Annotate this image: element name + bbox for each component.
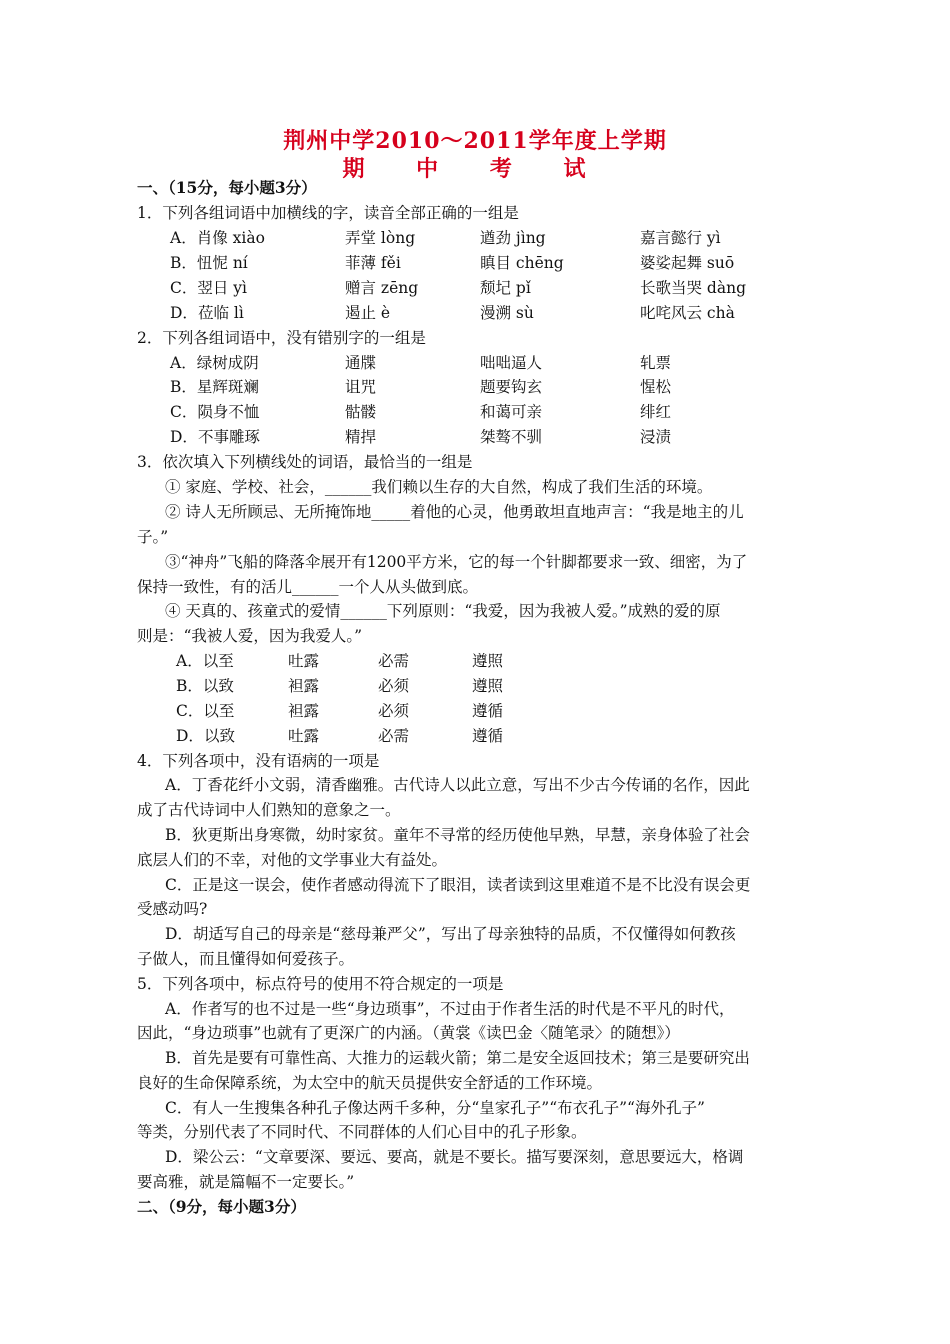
option-item: 袒露 [288, 702, 320, 720]
option-item: 遒劲 jìng [480, 229, 546, 247]
q3-sentence: 保持一致性，有的活儿______一个人从头做到底。 [137, 578, 479, 596]
option-item: 必须 [378, 702, 410, 720]
q4-option-text: D．胡适写自己的母亲是“慈母兼严父”，写出了母亲独特的品质，不仅懂得如何教孩 [165, 925, 736, 943]
option-letter: B． [170, 254, 197, 272]
option-item: 必需 [378, 727, 410, 745]
q4-stem: 4．下列各项中，没有语病的一项是 [137, 752, 380, 770]
option-item: 以致 [203, 727, 235, 745]
option-item: 漫溯 sù [480, 304, 534, 322]
option-item: 惺松 [640, 378, 672, 396]
q3-sentence: ③“神舟”飞船的降落伞展开有1200平方米，它的每一个针脚都要求一致、细密，为了 [165, 553, 748, 571]
option-item: 翌日 yì [197, 279, 248, 297]
option-letter: C． [170, 279, 198, 297]
exam-title: 荆州中学2010～2011学年度上学期 [283, 128, 667, 154]
option-item: 遵照 [472, 677, 504, 695]
q5-option-text: C．有人一生搜集各种孔子像达两千多种，分“皇家孔子”“布衣孔子”“海外孔子” [165, 1099, 705, 1117]
option-item: 必须 [378, 677, 410, 695]
option-item: 遵循 [472, 702, 504, 720]
q3-sentence: 则是：“我被人爱，因为我爱人。” [137, 627, 363, 645]
option-item: 咄咄逼人 [480, 354, 543, 372]
option-item: 吐露 [288, 727, 320, 745]
option-item: 瞋目 chēng [480, 254, 564, 272]
option-letter: B． [176, 677, 203, 695]
option-item: 绿树成阴 [196, 354, 259, 372]
option-item: 以至 [202, 652, 234, 670]
q5-option-text: 因此，“身边琐事”也就有了更深广的内涵。（黄裳《读巴金〈随笔录〉的随想》） [137, 1024, 680, 1042]
q4-option-text: B．狄更斯出身寒微，幼时家贫。童年不寻常的经历使他早熟，早慧，亲身体验了社会 [165, 826, 750, 844]
option-item: 叱咤风云 chà [640, 304, 735, 322]
q4-option-text: A．丁香花纤小文弱，清香幽雅。古代诗人以此立意，写出不少古今传诵的名作，因此 [165, 776, 750, 794]
option-letter: D． [176, 727, 204, 745]
q5-stem: 5．下列各项中，标点符号的使用不符合规定的一项是 [137, 975, 504, 993]
option-item: 绯红 [640, 403, 672, 421]
option-letter: A． [176, 652, 203, 670]
option-letter: C． [176, 702, 204, 720]
option-item: 遵照 [472, 652, 504, 670]
option-item: 浸渍 [640, 428, 672, 446]
q5-option-text: A．作者写的也不过是一些“身边琐事”，不过由于作者生活的时代是不平凡的时代， [165, 1000, 735, 1018]
option-item: 肖像 xiào [196, 229, 265, 247]
option-item: 赠言 zēng [345, 279, 419, 297]
q4-option-text: C．正是这一误会，使作者感动得流下了眼泪，读者读到这里难道不是不比没有误会更 [165, 876, 751, 894]
option-letter: C． [170, 403, 198, 421]
option-item: 星辉斑斓 [196, 378, 259, 396]
q3-sentence: ② 诗人无所顾忌、无所掩饰地_____着他的心灵，他勇敢坦直地声言：“我是地主的儿 [165, 503, 744, 521]
section-1-heading: 一、（15分，每小题3分） [137, 178, 317, 197]
q5-option-text: 要高雅，就是篇幅不一定要长。” [137, 1173, 355, 1191]
option-item: 不事雕琢 [197, 428, 260, 446]
option-item: 长歌当哭 dàng [640, 279, 746, 297]
option-item: 轧票 [640, 354, 672, 372]
option-letter: A． [170, 229, 197, 247]
option-item: 嘉言懿行 yì [640, 229, 721, 247]
option-item: 袒露 [288, 677, 320, 695]
option-item: 精捍 [345, 428, 377, 446]
option-item: 莅临 lì [197, 304, 244, 322]
q2-stem: 2．下列各组词语中，没有错别字的一组是 [137, 329, 426, 347]
option-item: 骷髅 [345, 403, 377, 421]
q4-option-text: 成了古代诗词中人们熟知的意象之一。 [137, 801, 401, 819]
option-item: 遏止 è [345, 304, 391, 322]
q3-sentence: 子。” [137, 528, 169, 546]
q4-option-text: 受感动吗? [137, 900, 208, 918]
option-letter: D． [170, 428, 198, 446]
option-item: 遵循 [472, 727, 504, 745]
option-letter: A． [170, 354, 197, 372]
q5-option-text: 等类，分别代表了不同时代、不同群体的人们心目中的孔子形象。 [137, 1123, 587, 1141]
option-item: 和蔼可亲 [480, 403, 543, 421]
option-item: 以致 [202, 677, 234, 695]
option-item: 诅咒 [345, 378, 377, 396]
section-2-heading: 二、（9分，每小题3分） [137, 1197, 306, 1216]
option-item: 忸怩 ní [196, 254, 248, 272]
option-letter: D． [170, 304, 198, 322]
q4-option-text: 子做人，而且懂得如何爱孩子。 [137, 950, 355, 968]
option-item: 婆娑起舞 suō [640, 254, 735, 272]
option-item: 必需 [378, 652, 410, 670]
option-item: 桀骜不驯 [480, 428, 543, 446]
q3-sentence: ① 家庭、学校、社会，______我们赖以生存的大自然，构成了我们生活的环境。 [165, 478, 713, 496]
q5-option-text: B．首先是要有可靠性高、大推力的运载火箭；第二是安全返回技术；第三是要研究出 [165, 1049, 750, 1067]
option-item: 吐露 [288, 652, 320, 670]
q3-sentence: ④ 天真的、孩童式的爱情______下列原则：“我爱，因为我被人爱。”成熟的爱的原 [165, 602, 721, 620]
option-letter: B． [170, 378, 197, 396]
option-item: 菲薄 fěi [345, 254, 401, 272]
exam-subtitle: 期 中 考 试 [342, 156, 608, 182]
option-item: 以至 [203, 702, 235, 720]
q4-option-text: 底层人们的不幸，对他的文学事业大有益处。 [137, 851, 448, 869]
q5-option-text: D．梁公云：“文章要深、要远、要高，就是不要长。描写要深刻，意思要远大，格调 [165, 1148, 744, 1166]
option-item: 题要钩玄 [480, 378, 543, 396]
option-item: 颓圮 pǐ [480, 279, 531, 297]
option-item: 通牒 [345, 354, 377, 372]
q1-stem: 1．下列各组词语中加横线的字，读音全部正确的一组是 [137, 204, 519, 222]
option-item: 陨身不恤 [197, 403, 260, 421]
option-item: 弄堂 lòng [345, 229, 416, 247]
q5-option-text: 良好的生命保障系统，为太空中的航天员提供安全舒适的工作环境。 [137, 1074, 603, 1092]
q3-stem: 3．依次填入下列横线处的词语，最恰当的一组是 [137, 453, 473, 471]
